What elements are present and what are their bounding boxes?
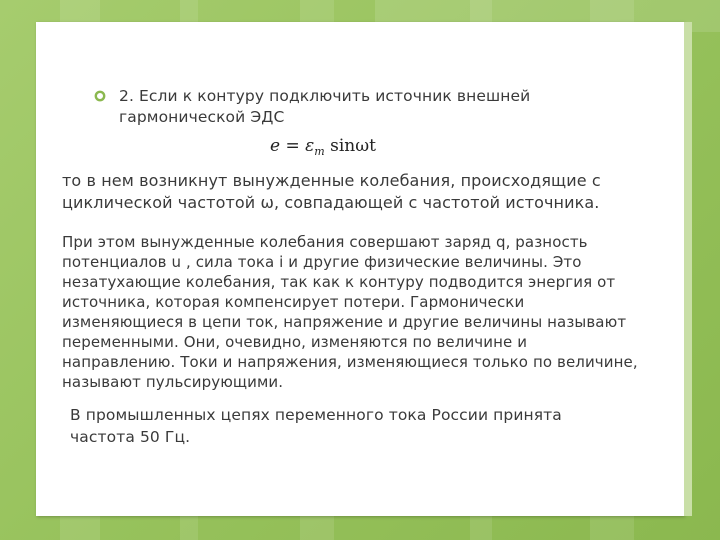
formula-rhs: sinωt [330, 136, 376, 156]
paragraph-frequency: В промышленных цепях переменного тока России принята частота 50 Гц. [70, 406, 562, 446]
formula-equals: = [285, 136, 300, 156]
emf-formula [270, 136, 420, 162]
paragraph-forced-oscillations: то в нем возникнут вынужденные колебания, происходящие с циклической частотой ω, совпадающей с частотой источника. [62, 171, 601, 212]
formula-epsilon: ε [305, 136, 315, 156]
paragraph-variables: При этом вынужденные колебания совершают заряд q, разность потенциалов u , сила тока i и другие физические величины. Это незатухающие колебания, так как к контуру подводится энергия от источника, которая компенсирует потери. Гармонически изменяющиеся в цепи ток, напряжение и другие величины называют переменными. Они, очевидно, изменяются по величине и направлению. Токи и напряжения, изменяющиеся только по величине, называют пульсирующими. [62, 233, 638, 391]
bullet-text: 2. Если к контуру подключить источник внешней гармонической ЭДС [119, 87, 531, 126]
ring-bullet-icon [94, 90, 106, 102]
panel-side-border [684, 22, 692, 516]
formula-lhs: e [270, 136, 281, 156]
formula-subscript: m [314, 145, 325, 158]
